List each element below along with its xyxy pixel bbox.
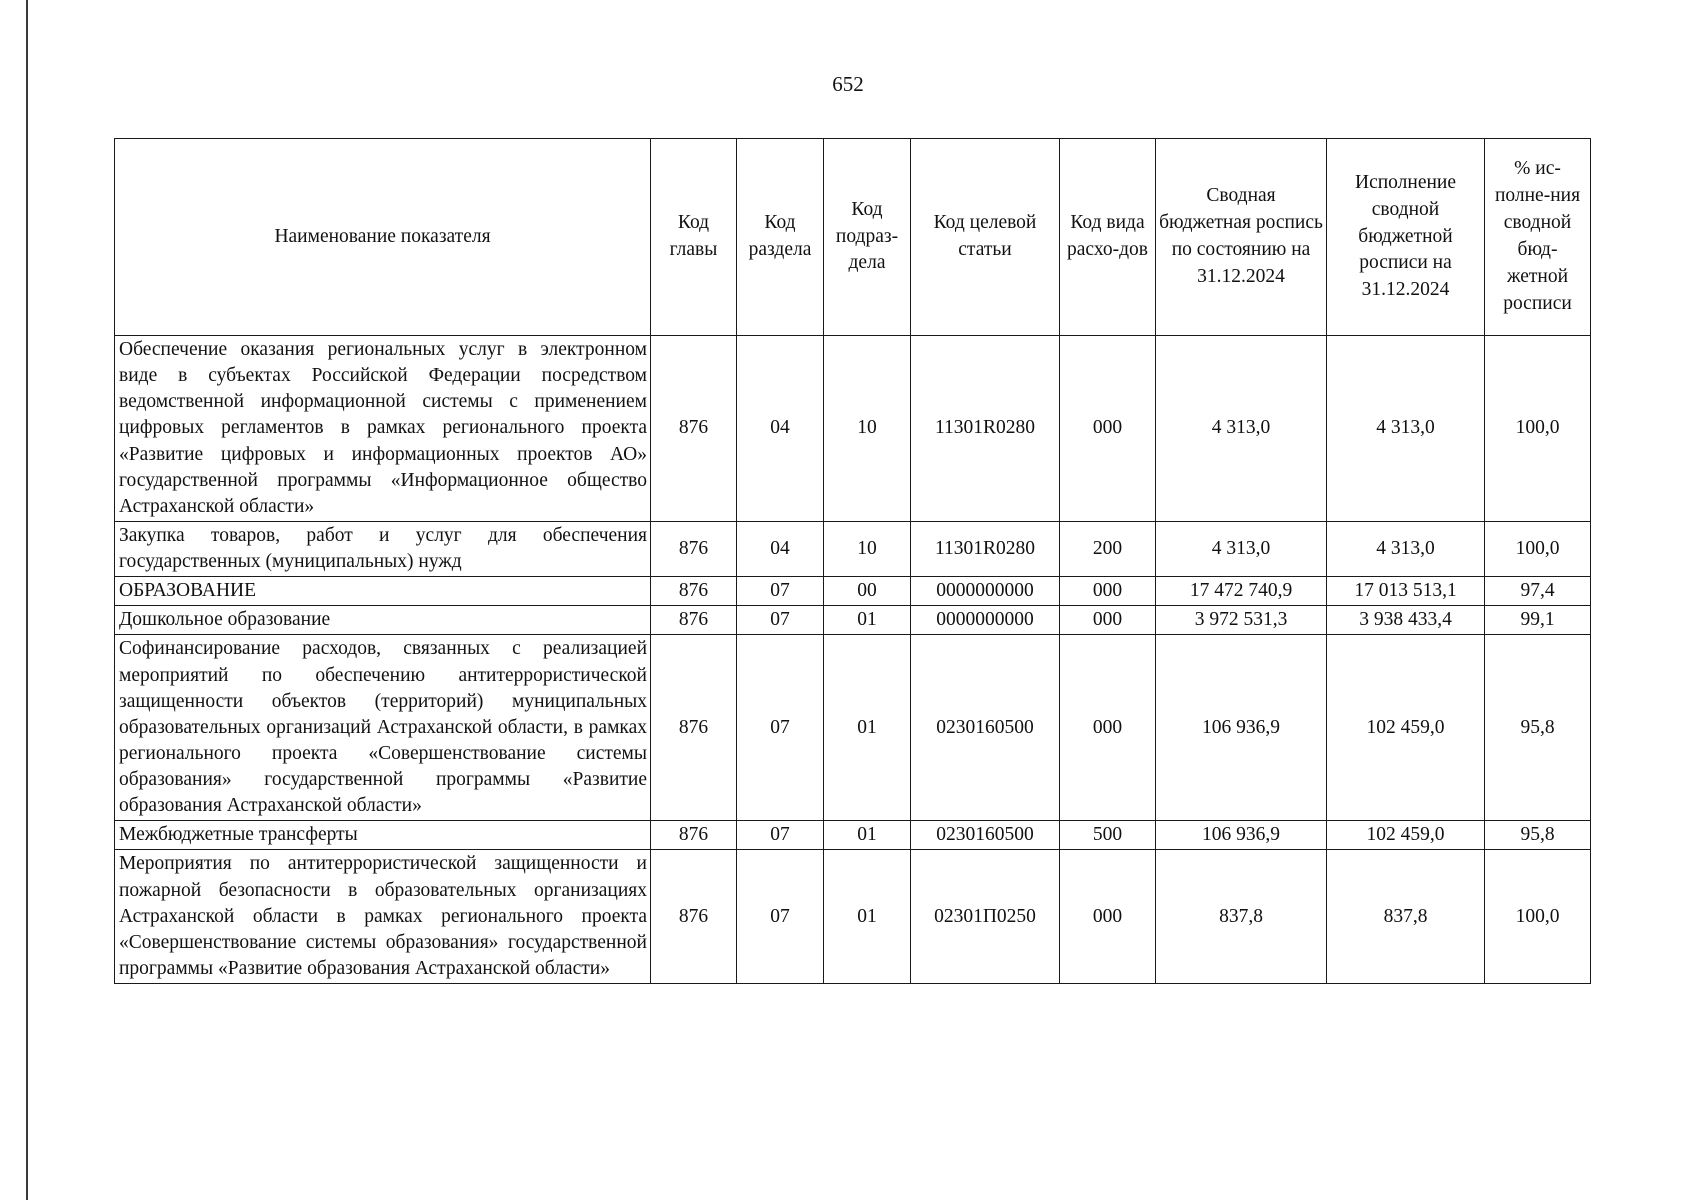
- row-target-article-code: 02301П0250: [911, 850, 1060, 984]
- table-row: [115, 577, 1591, 606]
- header-budget-plan: Сводная бюджетная роспись по состоянию на 31.12.2024: [1156, 139, 1327, 336]
- row-name: Дошкольное образование: [115, 606, 651, 635]
- table-row: [115, 606, 1591, 635]
- row-name: Мероприятия по антитеррористической защищенности и пожарной безопасности в образовательных организациях Астраханской области в рамках регионального проекта «Совершенствование системы образования» государственной программы «Развитие образования Астраханской области»: [115, 850, 651, 984]
- scan-edge-line: [26, 0, 28, 1200]
- header-execution-percent: % ис-полне-ния сводной бюд-жетной росписи: [1485, 139, 1591, 336]
- row-subsection-code: 10: [824, 521, 911, 576]
- row-chapter-code: 876: [651, 521, 737, 576]
- row-execution-percent: 97,4: [1485, 577, 1591, 606]
- row-budget-execution: 102 459,0: [1327, 821, 1485, 850]
- row-budget-plan: 4 313,0: [1156, 336, 1327, 522]
- header-target-article-code: Код целевой статьи: [911, 139, 1060, 336]
- row-budget-plan: 17 472 740,9: [1156, 577, 1327, 606]
- row-budget-plan: 106 936,9: [1156, 821, 1327, 850]
- row-section-code: 07: [737, 821, 824, 850]
- row-expense-type-code: 000: [1060, 336, 1156, 522]
- row-target-article-code: 0230160500: [911, 821, 1060, 850]
- row-name: ОБРАЗОВАНИЕ: [115, 577, 651, 606]
- table-row: [115, 635, 1591, 821]
- row-expense-type-code: 000: [1060, 577, 1156, 606]
- row-chapter-code: 876: [651, 336, 737, 522]
- row-subsection-code: 01: [824, 821, 911, 850]
- row-budget-execution: 17 013 513,1: [1327, 577, 1485, 606]
- row-expense-type-code: 000: [1060, 850, 1156, 984]
- row-target-article-code: 0000000000: [911, 606, 1060, 635]
- row-execution-percent: 100,0: [1485, 850, 1591, 984]
- row-chapter-code: 876: [651, 850, 737, 984]
- row-expense-type-code: 200: [1060, 521, 1156, 576]
- table-row: [115, 821, 1591, 850]
- row-section-code: 07: [737, 606, 824, 635]
- row-section-code: 04: [737, 336, 824, 522]
- row-name: Софинансирование расходов, связанных с реализацией мероприятий по обеспечению антитеррористической защищенности объектов (территорий) муниципальных образовательных организаций Астраханской области, в рамках регионального проекта «Совершенствование системы образования» государственной программы «Развитие образования Астраханской области»: [115, 635, 651, 821]
- table-row: [115, 850, 1591, 984]
- row-budget-execution: 102 459,0: [1327, 635, 1485, 821]
- row-execution-percent: 95,8: [1485, 821, 1591, 850]
- row-subsection-code: 01: [824, 850, 911, 984]
- header-expense-type-code: Код вида расхо-дов: [1060, 139, 1156, 336]
- header-indicator-name: Наименование показателя: [115, 139, 651, 336]
- row-subsection-code: 01: [824, 606, 911, 635]
- row-budget-plan: 837,8: [1156, 850, 1327, 984]
- header-chapter-code: Код главы: [651, 139, 737, 336]
- row-name: Закупка товаров, работ и услуг для обеспечения государственных (муниципальных) нужд: [115, 521, 651, 576]
- header-subsection-code: Код подраз-дела: [824, 139, 911, 336]
- row-budget-execution: 837,8: [1327, 850, 1485, 984]
- row-budget-execution: 3 938 433,4: [1327, 606, 1485, 635]
- page-number: 652: [832, 72, 864, 96]
- row-subsection-code: 00: [824, 577, 911, 606]
- row-chapter-code: 876: [651, 821, 737, 850]
- row-expense-type-code: 500: [1060, 821, 1156, 850]
- row-expense-type-code: 000: [1060, 635, 1156, 821]
- row-target-article-code: 11301R0280: [911, 521, 1060, 576]
- header-section-code: Код раздела: [737, 139, 824, 336]
- row-budget-execution: 4 313,0: [1327, 336, 1485, 522]
- row-execution-percent: 99,1: [1485, 606, 1591, 635]
- row-budget-plan: 4 313,0: [1156, 521, 1327, 576]
- table-row: [115, 521, 1591, 576]
- row-execution-percent: 100,0: [1485, 521, 1591, 576]
- row-chapter-code: 876: [651, 606, 737, 635]
- header-budget-execution: Исполнение сводной бюджетной росписи на 31.12.2024: [1327, 139, 1485, 336]
- row-execution-percent: 100,0: [1485, 336, 1591, 522]
- row-target-article-code: 0230160500: [911, 635, 1060, 821]
- row-budget-plan: 3 972 531,3: [1156, 606, 1327, 635]
- row-subsection-code: 01: [824, 635, 911, 821]
- table-header-row: [115, 139, 1591, 336]
- row-subsection-code: 10: [824, 336, 911, 522]
- row-target-article-code: 11301R0280: [911, 336, 1060, 522]
- row-name: Обеспечение оказания региональных услуг в электронном виде в субъектах Российской Федерации посредством ведомственной информационной системы с применением цифровых регламентов в рамках регионального проекта «Развитие цифровых и информационных проектов АО» государственной программы «Информационное общество Астраханской области»: [115, 336, 651, 522]
- budget-execution-table: [114, 138, 1591, 984]
- row-section-code: 07: [737, 635, 824, 821]
- row-section-code: 07: [737, 850, 824, 984]
- row-section-code: 07: [737, 577, 824, 606]
- row-expense-type-code: 000: [1060, 606, 1156, 635]
- row-chapter-code: 876: [651, 577, 737, 606]
- row-target-article-code: 0000000000: [911, 577, 1060, 606]
- row-budget-plan: 106 936,9: [1156, 635, 1327, 821]
- row-execution-percent: 95,8: [1485, 635, 1591, 821]
- table-row: [115, 336, 1591, 522]
- row-name: Межбюджетные трансферты: [115, 821, 651, 850]
- row-section-code: 04: [737, 521, 824, 576]
- row-chapter-code: 876: [651, 635, 737, 821]
- row-budget-execution: 4 313,0: [1327, 521, 1485, 576]
